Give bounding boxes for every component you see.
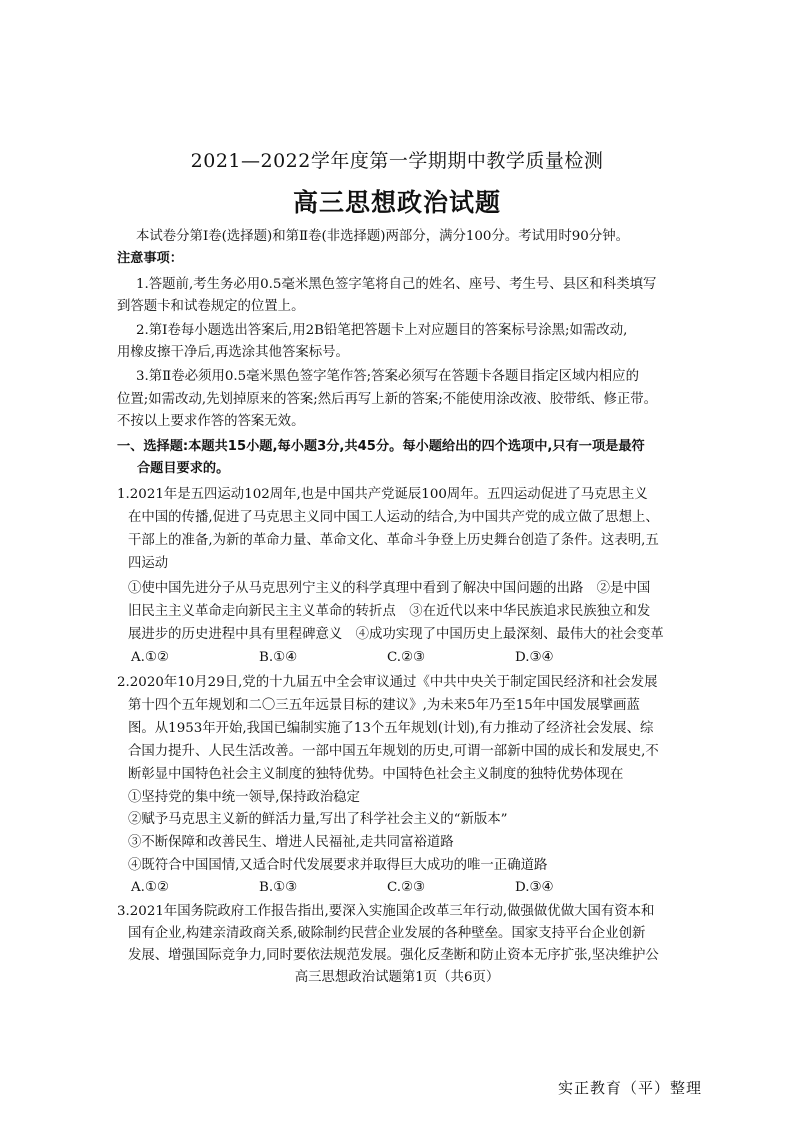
question-2-statement-1: ①坚持党的集中统一领导,保持政治稳定 [128, 790, 360, 805]
question-2-line-3: 图。从1953年开始,我国已编制实施了13个五年规划(计划),有力推动了经济社会发展、综 [128, 721, 654, 736]
notice-item-1-line-2: 到答题卡和试卷规定的位置上。 [117, 299, 305, 314]
notice-item-3-line-2: 位置;如需改动,先划掉原来的答案;然后再写上新的答案;不能使用涂改液、胶带纸、修正带。 [117, 392, 658, 407]
question-2-option-a: A.①② [131, 880, 169, 895]
question-2-statement-2: ②赋予马克思主义新的鲜活力量,写出了科学社会主义的“新版本” [128, 812, 508, 827]
question-2-line-1: 2.2020年10月29日,党的十九届五中全会审议通过《中共中央关于制定国民经济和社会发展 [117, 675, 658, 690]
question-1-options [131, 647, 643, 669]
source-stamp: 实正教育（平）整理 [558, 1079, 703, 1097]
exam-subject-title: 高三思想政治试题 [292, 188, 501, 217]
question-1-statement-line-3: 展进步的历史进程中具有里程碑意义 ④成功实现了中国历史上最深刻、最伟大的社会变革 [128, 627, 664, 642]
notice-item-3-line-1: 3.第Ⅱ卷必须用0.5毫米黑色签字笔作答;答案必须写在答题卡各题目指定区域内相应的 [136, 369, 639, 384]
question-2-option-d: D.③④ [515, 880, 554, 895]
question-1-option-c: C.②③ [387, 650, 426, 665]
question-2-line-4: 合国力提升、人民生活改善。一部中国五年规划的历史,可谓一部新中国的成长和发展史,不 [128, 744, 659, 759]
exam-title: 2021—2022学年度第一学期期中教学质量检测 [190, 150, 604, 172]
question-2-line-5: 断彰显中国特色社会主义制度的独特优势。中国特色社会主义制度的独特优势体现在 [128, 767, 624, 782]
question-1-statement-line-1: ①使中国先进分子从马克思列宁主义的科学真理中看到了解决中国问题的出路 ②是中国 [128, 581, 651, 596]
question-3-line-3: 发展、增强国际竞争力,同时要依法规范发展。强化反垄断和防止资本无序扩张,坚决维护公 [128, 948, 659, 963]
notice-item-2-line-2: 用橡皮擦干净后,再选涂其他答案标号。 [117, 345, 349, 360]
intro-text: 本试卷分第Ⅰ卷(选择题)和第Ⅱ卷(非选择题)两部分，满分100分。考试用时90分钟。 [136, 229, 629, 244]
page-footer: 高三思想政治试题第1页（共6页） [294, 970, 500, 985]
question-3-line-2: 国有企业,构建亲清政商关系,破除制约民营企业发展的各种壁垒。国家支持平台企业创新 [128, 926, 646, 941]
question-1-option-a: A.①② [131, 650, 169, 665]
section-heading-line-1: 一、选择题:本题共15小题,每小题3分,共45分。每小题给出的四个选项中,只有一项是最符 [117, 439, 645, 454]
question-2-option-c: C.②③ [387, 880, 426, 895]
question-1-option-b: B.①④ [259, 650, 298, 665]
question-1-line-3: 干部上的准备,为新的革命力量、革命文化、革命斗争登上历史舞台创造了条件。这表明,五 [128, 533, 659, 548]
question-1-statement-line-2: 旧民主主义革命走向新民主主义革命的转折点 ③在近代以来中华民族追求民族独立和发 [128, 604, 651, 619]
question-3-line-1: 3.2021年国务院政府工作报告指出,要深入实施国企改革三年行动,做强做优做大国有资本和 [117, 904, 655, 919]
question-2-options [131, 877, 643, 899]
question-2-line-2: 第十四个五年规划和二〇三五年远景目标的建议》,为未来5年乃至15年中国发展擘画蓝 [128, 698, 640, 713]
question-2-option-b: B.①③ [259, 880, 298, 895]
question-1-line-4: 四运动 [128, 556, 169, 571]
question-1-line-2: 在中国的传播,促进了马克思主义同中国工人运动的结合,为中国共产党的成立做了思想上、 [128, 510, 659, 525]
notice-item-3-line-3: 不按以上要求作答的答案无效。 [117, 414, 305, 429]
notice-item-1-line-1: 1.答题前,考生务必用0.5毫米黑色签字笔将自己的姓名、座号、考生号、县区和科类填写 [136, 277, 657, 292]
question-2-statement-4: ④既符合中国国情,又适合时代发展要求并取得巨大成功的唯一正确道路 [128, 858, 548, 873]
question-2-statement-3: ③不断保障和改善民生、增进人民福祉,走共同富裕道路 [128, 835, 454, 850]
question-1-line-1: 1.2021年是五四运动102周年,也是中国共产党诞辰100周年。五四运动促进了马克思主义 [117, 487, 648, 502]
notice-heading: 注意事项： [117, 251, 183, 266]
section-heading-line-2: 合题目要求的。 [137, 461, 230, 476]
notice-item-2-line-1: 2.第Ⅰ卷每小题选出答案后,用2B铅笔把答题卡上对应题目的答案标号涂黑;如需改动, [136, 323, 628, 338]
question-1-option-d: D.③④ [515, 650, 554, 665]
